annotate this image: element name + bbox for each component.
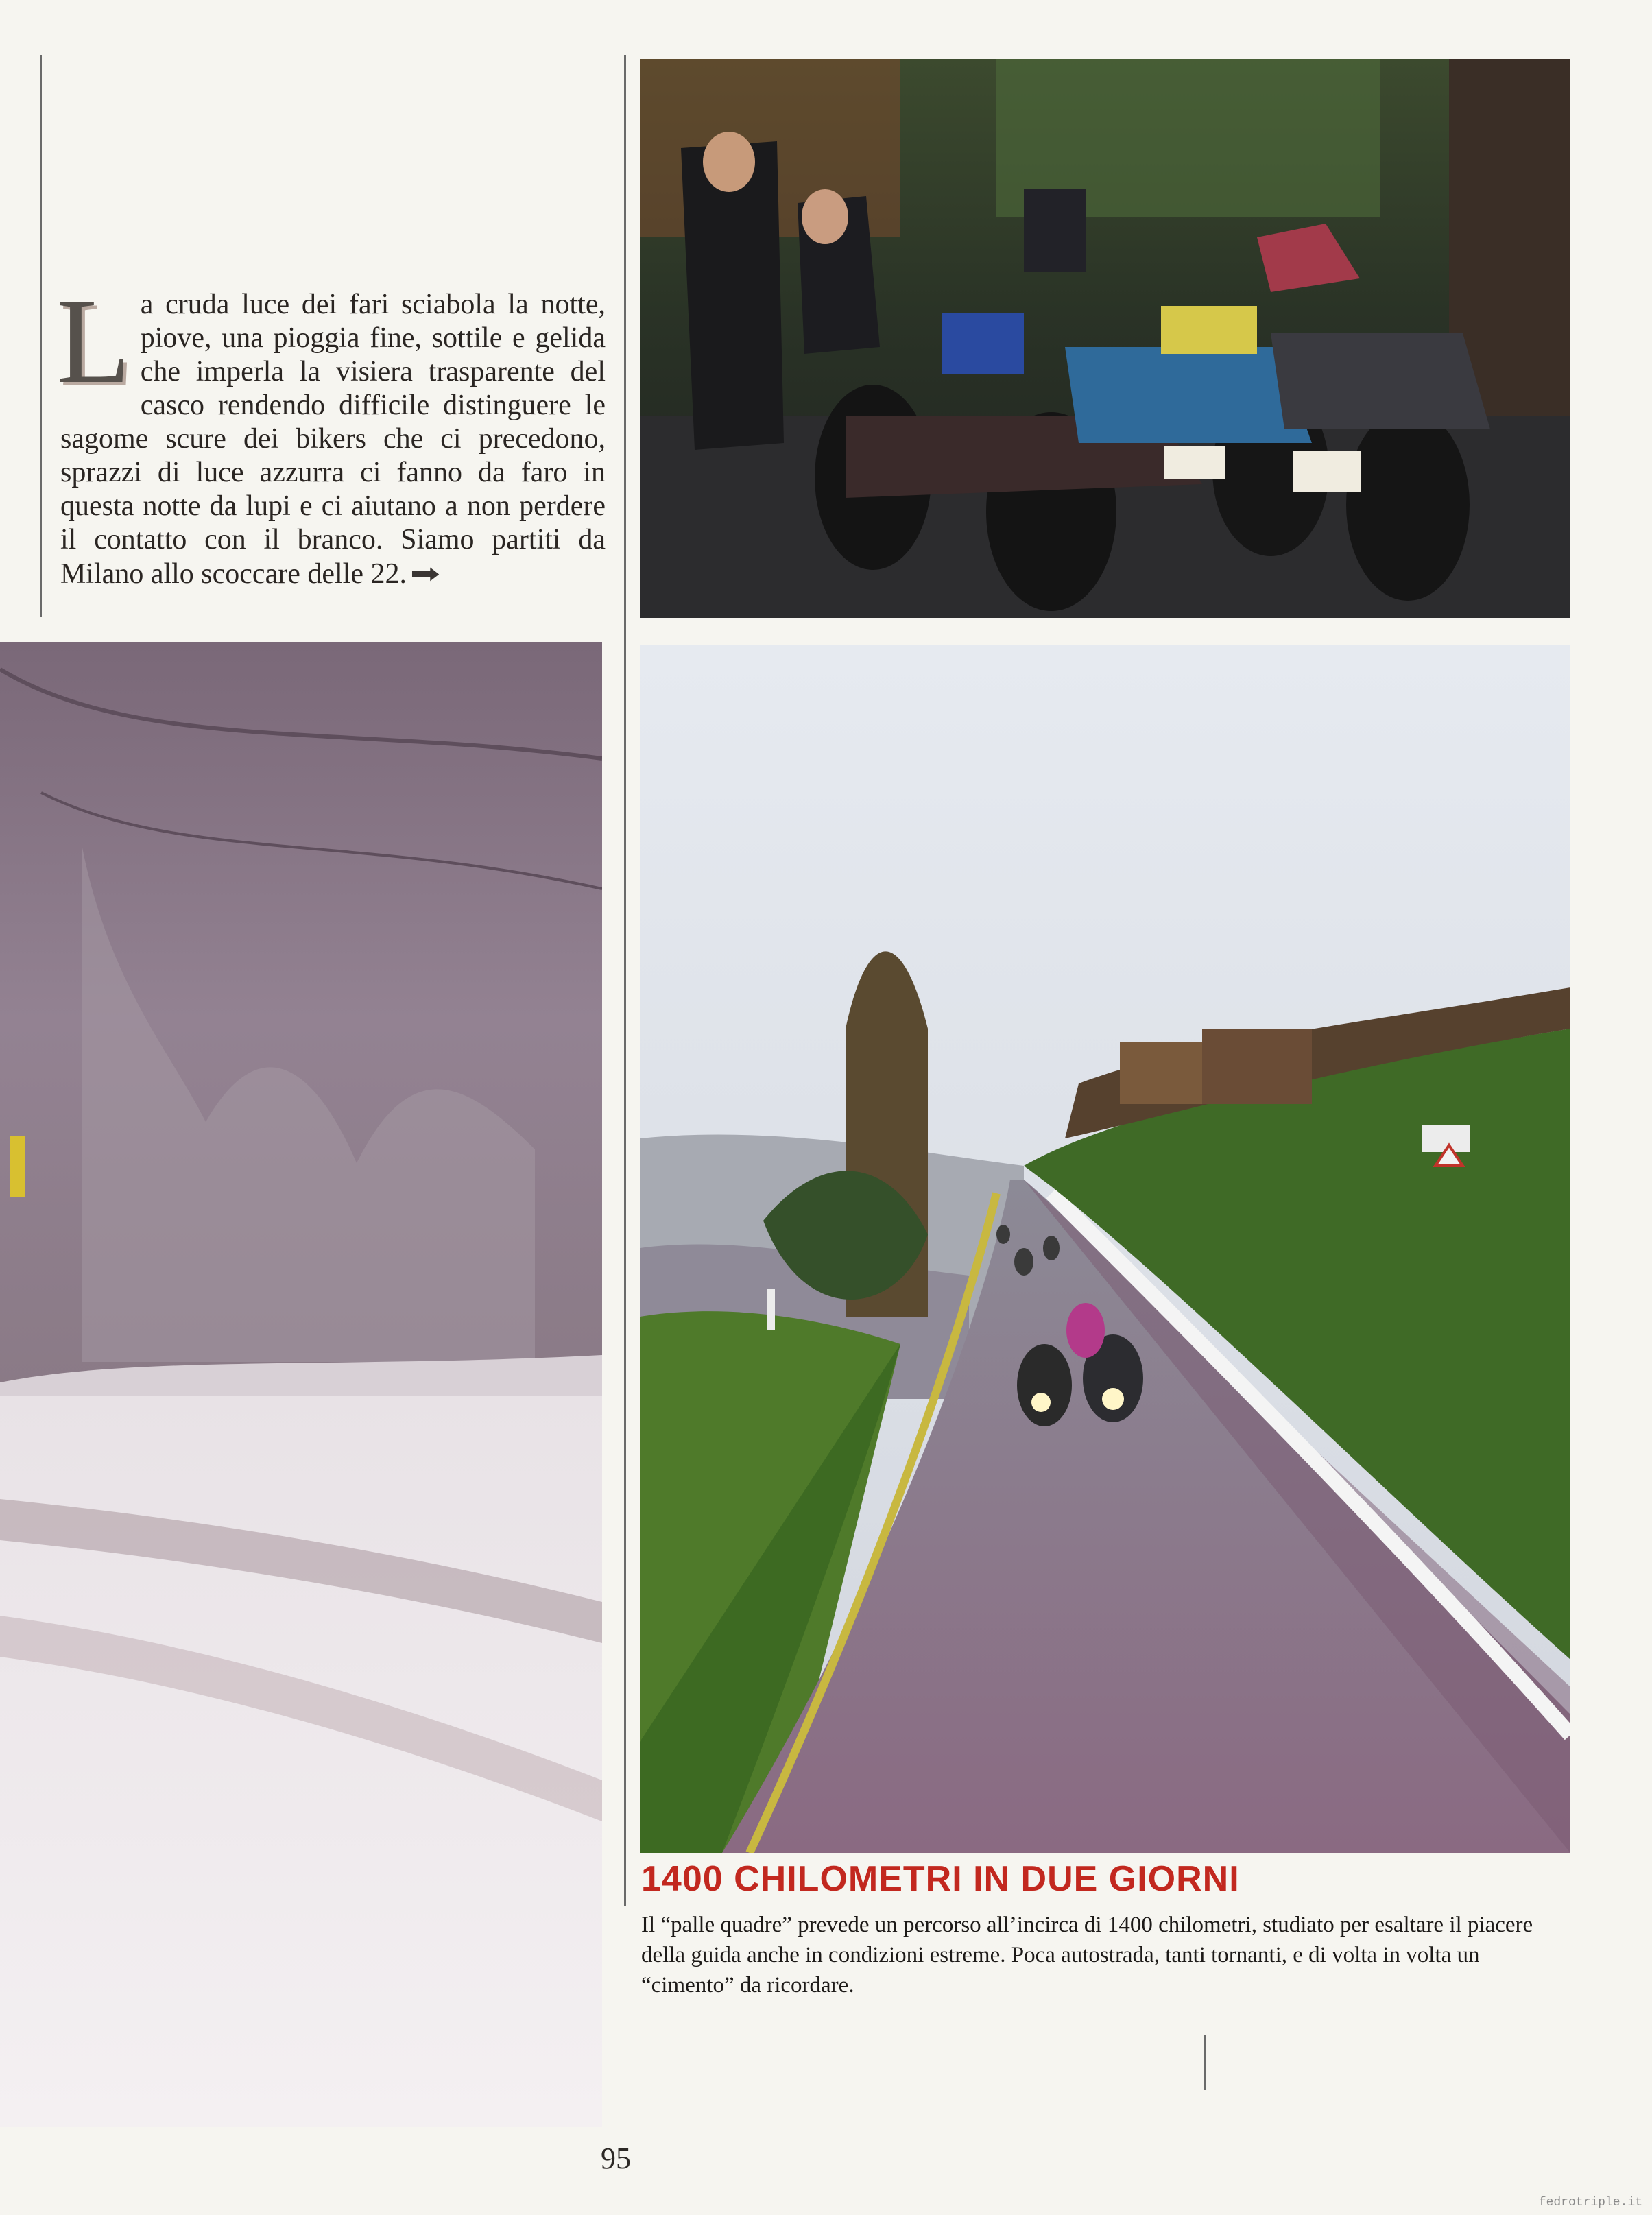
parked-motorcycles-image xyxy=(640,59,1570,618)
photo-riders-on-road xyxy=(640,645,1570,1853)
source-credit: fedrotriple.it xyxy=(1538,2196,1642,2210)
caption-title: 1400 CHILOMETRI IN DUE GIORNI xyxy=(641,1859,1240,1899)
riders-on-road-image xyxy=(640,645,1570,1853)
bottom-divider-rule xyxy=(1204,2035,1206,2090)
photo-snowy-road xyxy=(0,642,602,2127)
continue-arrow-icon: ➡ xyxy=(409,558,440,589)
caption-body: Il “palle quadre” prevede un percorso all’incirca di 1400 chilometri, studiato per esaltare il piacere della guida anche in condizioni estreme. Poca autostrada, tanti tornanti, e di volta in volta un “cimento” da ricordare. xyxy=(641,1913,1533,1998)
photo-parked-motorcycles xyxy=(640,59,1570,618)
column-divider-rule xyxy=(624,55,626,1906)
page-number: 95 xyxy=(601,2142,631,2175)
intro-text: a cruda luce dei fari sciabola la notte, piove, una pioggia fine, sottile e gelida che imperla la visiera trasparente del casco rendendo difficile distinguere le sagome scure dei bikers che ci precedono, sprazzi di luce azzurra ci fanno da faro in questa notte da lupi e ci aiutano a non perdere il contatto con il branco. Siamo partiti da Milano allo scoccare delle 22. xyxy=(60,289,606,590)
article-intro xyxy=(56,273,606,591)
snowy-road-image xyxy=(0,642,602,2127)
drop-cap: L xyxy=(56,273,131,409)
left-margin-rule xyxy=(40,55,42,617)
